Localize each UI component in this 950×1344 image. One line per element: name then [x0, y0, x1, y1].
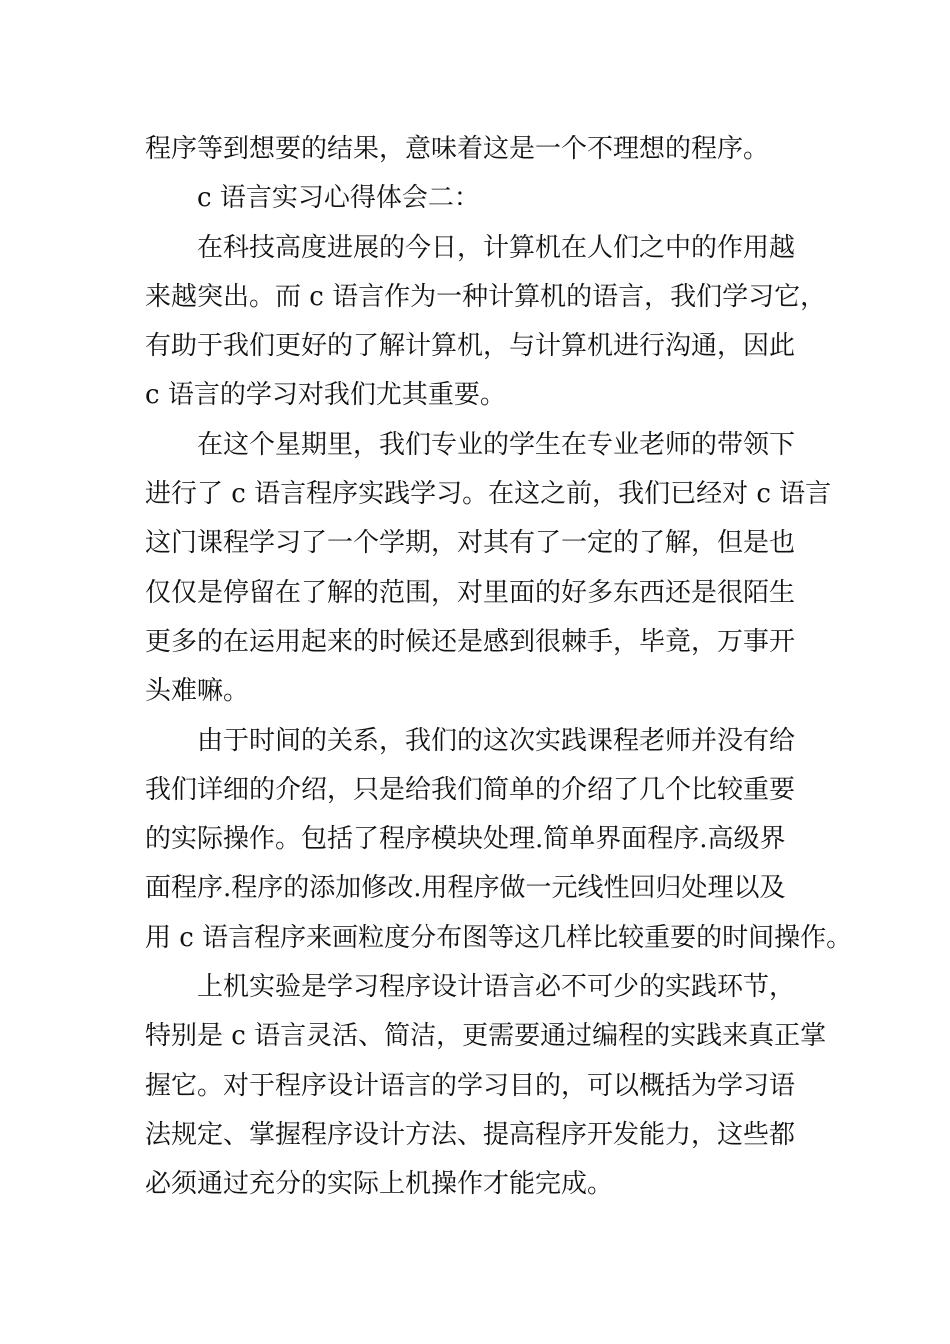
text-line: 我们详细的介绍，只是给我们简单的介绍了几个比较重要: [145, 774, 796, 805]
text-line: 有助于我们更好的了解计算机，与计算机进行沟通，因此: [145, 331, 796, 362]
text-line: 进行了 c 语言程序实践学习。在这之前，我们已经对 c 语言: [145, 479, 832, 510]
text-line: 必须通过充分的实际上机操作才能完成。: [145, 1169, 614, 1200]
text-line: 来越突出。而 c 语言作为一种计算机的语言，我们学习它，: [145, 281, 827, 312]
text-line: 用 c 语言程序来画粒度分布图等这几样比较重要的时间操作。: [145, 922, 853, 953]
text-line: c 语言的学习对我们尤其重要。: [145, 380, 506, 411]
text-line: 的实际操作。包括了程序模块处理.简单界面程序.高级界: [145, 824, 786, 855]
body-text: [145, 125, 853, 1210]
text-line: 头难嘛。: [145, 676, 250, 707]
text-line: 法规定、掌握程序设计方法、提高程序开发能力，这些都: [145, 1119, 796, 1150]
text-line: 握它。对于程序设计语言的学习目的，可以概括为学习语: [145, 1070, 796, 1101]
text-line: 面程序.程序的添加修改.用程序做一元线性回归处理以及: [145, 873, 786, 904]
text-line: 在科技高度进展的今日，计算机在人们之中的作用越: [197, 232, 796, 263]
text-line: 由于时间的关系，我们的这次实践课程老师并没有给: [197, 725, 796, 756]
text-line: 上机实验是学习程序设计语言必不可少的实践环节，: [197, 972, 796, 1003]
text-line: 更多的在运用起来的时候还是感到很棘手，毕竟，万事开: [145, 626, 796, 657]
text-line: 在这个星期里，我们专业的学生在专业老师的带领下: [197, 429, 796, 460]
text-line: 特别是 c 语言灵活、简洁，更需要通过编程的实践来真正掌: [145, 1021, 827, 1052]
text-line: 这门课程学习了一个学期，对其有了一定的了解，但是也: [145, 528, 796, 559]
text-line: 仅仅是停留在了解的范围，对里面的好多东西还是很陌生: [145, 577, 796, 608]
text-line: 程序等到想要的结果，意味着这是一个不理想的程序。: [145, 134, 770, 164]
section-heading: c 语言实习心得体会二：: [197, 183, 480, 214]
